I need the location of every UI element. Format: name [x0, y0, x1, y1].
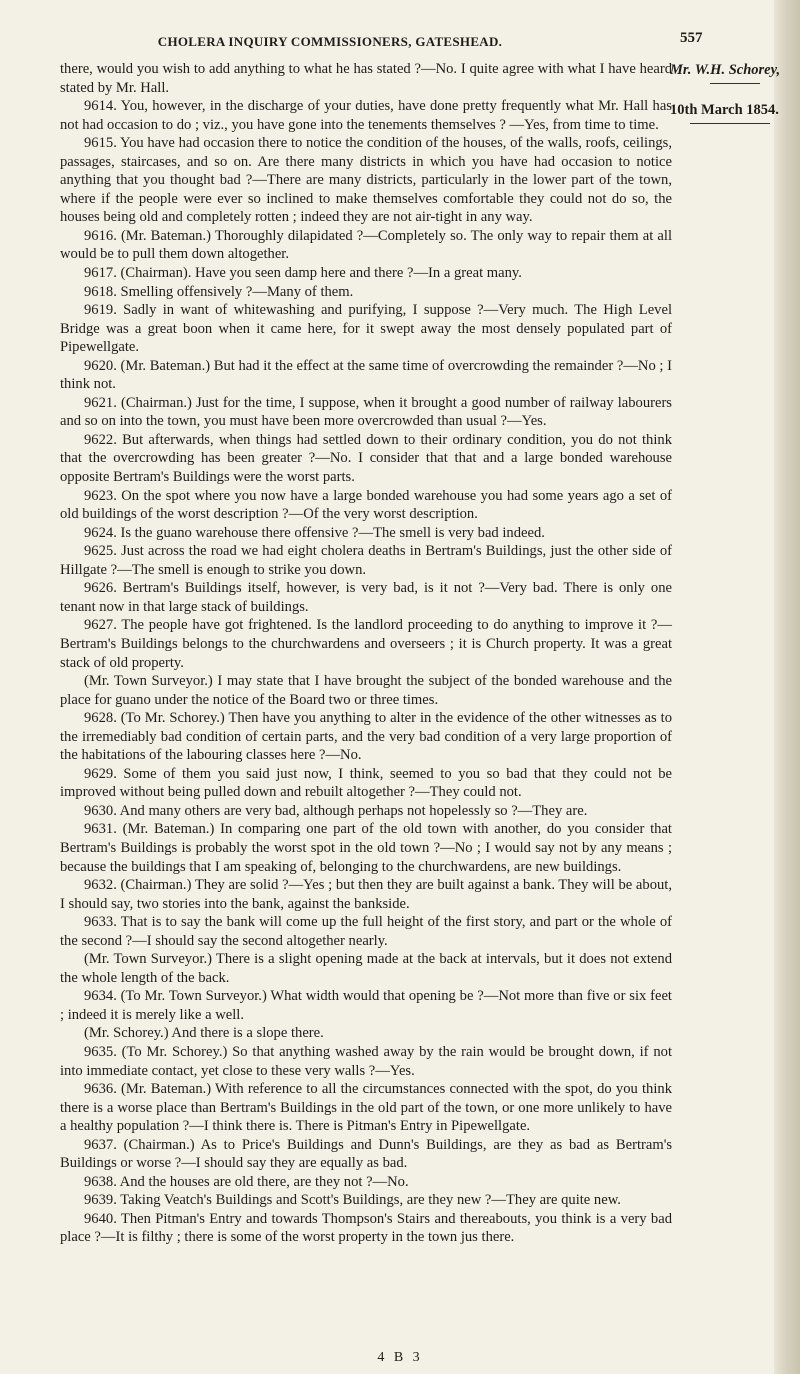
margin-date: 10th March 1854. [670, 102, 779, 118]
paragraph: 9629. Some of them you said just now, I think, seemed to you so bad that they could not be improved without being pulled down and rebuilt altogether ?—They could not. [60, 765, 672, 801]
paragraph: (Mr. Town Surveyor.) I may state that I have brought the subject of the bonded warehouse and the place for guano under the notice of the Board two or three times. [60, 673, 672, 708]
paragraph: 9640. Then Pitman's Entry and towards Thompson's Stairs and thereabouts, you think is a very bad place ?—It is filthy ; there is some of the worst property in the town jus there. [60, 1210, 672, 1246]
paragraph: (Mr. Town Surveyor.) There is a slight opening made at the back at intervals, but it does not extend the whole length of the back. [60, 951, 672, 986]
paragraph: 9616. (Mr. Bateman.) Thoroughly dilapidated ?—Completely so. The only way to repair them at all would be to pull them down altogether. [60, 227, 672, 263]
paragraph: 9638. And the houses are old there, are they not ?—No. [84, 1173, 409, 1190]
paragraph: there, would you wish to add anything to what he has stated ?—No. I quite agree with what I have heard stated by Mr. Hall. [60, 61, 672, 96]
paragraph: 9634. (To Mr. Town Surveyor.) What width would that opening be ?—Not more than five or six feet ; indeed it is merely like a well. [60, 988, 672, 1023]
paragraph: 9639. Taking Veatch's Buildings and Scott's Buildings, are they new ?—They are quite new. [84, 1192, 621, 1209]
paragraph: 9626. Bertram's Buildings itself, however, is very bad, is it not ?—Very bad. There is only one tenant now in that large stack of buildings. [60, 580, 672, 615]
paragraph: 9631. (Mr. Bateman.) In comparing one part of the old town with another, do you consider that Bertram's Buildings is probably the worst spot in the old town ?—No ; I would say not by any means ; because the buildings that I am speaking of, belonging to the churchwardens, are new buildings. [60, 821, 672, 875]
paragraph: 9621. (Chairman.) Just for the time, I suppose, when it brought a good number of railway labourers and so on into the town, you must have been more overcrowded than usual ?—Yes. [60, 394, 672, 430]
running-head: CHOLERA INQUIRY COMMISSIONERS, GATESHEAD. [157, 34, 503, 49]
page-edge-shadow [774, 0, 800, 1374]
paragraph: 9630. And many others are very bad, although perhaps not hopelessly so ?—They are. [84, 802, 588, 819]
paragraph: 9624. Is the guano warehouse there offensive ?—The smell is very bad indeed. [84, 524, 545, 541]
paragraph: 9628. (To Mr. Schorey.) Then have you anything to alter in the evidence of the other witnesses as to the irremediably bad condition of certain parts, and the very bad condition of a very large proportion of the habitations of the labouring classes here ?—No. [60, 710, 672, 764]
paragraph: 9637. (Chairman.) As to Price's Buildings and Dunn's Buildings, are they as bad as Bertram's Buildings or worse ?—I should say they are equally as bad. [60, 1136, 672, 1172]
margin-rule [690, 123, 770, 124]
paragraph: 9618. Smelling offensively ?—Many of them. [84, 283, 354, 300]
paragraph: 9615. You have had occasion there to notice the condition of the houses, of the walls, roofs, ceilings, passages, staircases, and so on. Are there many districts in which you have had occasion to notice anything that you thought bad ?—There are many districts, particularly in the lower part of the town, where if the people were ever so inclined to make themselves comfortable they could not do so, the houses being old and completely rotten ; indeed they are not air-tight in any way. [60, 135, 672, 226]
body-text [60, 60, 672, 1247]
paragraph: 9625. Just across the road we had eight cholera deaths in Bertram's Buildings, just the other side of Hillgate ?—The smell is enough to strike you down. [60, 543, 672, 578]
paragraph: 9627. The people have got frightened. Is the landlord proceeding to do anything to improve it ?—Bertram's Buildings belongs to the churchwardens and overseers ; it is Church property. It was a great stack of old property. [60, 617, 672, 671]
paragraph: 9635. (To Mr. Schorey.) So that anything washed away by the rain would be brought down, if not into immediate contact, yet close to these very walls ?—Yes. [60, 1043, 672, 1079]
paragraph: 9614. You, however, in the discharge of your duties, have done pretty frequently what Mr. Hall has not had occasion to do ; viz., you have gone into the tenements themselves ? —Yes, from time to time. [60, 98, 672, 133]
paragraph: 9633. That is to say the bank will come up the full height of the first story, and part or the whole of the second ?—I should say the second altogether nearly. [60, 914, 672, 949]
margin-rule-top [710, 83, 760, 84]
paragraph: (Mr. Schorey.) And there is a slope there. [84, 1025, 324, 1042]
paragraph: 9622. But afterwards, when things had settled down to their ordinary condition, you do not think that the overcrowding has been greater ?—No. I consider that that and a large bonded warehouse opposite Bertram's Buildings were the worst parts. [60, 431, 672, 486]
margin-witness-name: Mr. W.H. Schorey, [670, 62, 781, 78]
paragraph: 9617. (Chairman). Have you seen damp here and there ?—In a great many. [84, 265, 522, 282]
paragraph: 9636. (Mr. Bateman.) With reference to all the circumstances connected with the spot, do you think there is a worse place than Bertram's Buildings in the old part of the town, or one more unlikely to have a healthy population ?—I think there is. There is Pitman's Entry in Pipewellgate. [60, 1081, 672, 1135]
paragraph: 9632. (Chairman.) They are solid ?—Yes ; but then they are built against a bank. They will be about, I should say, two stories into the bank, against the bankside. [60, 877, 672, 912]
paragraph: 9619. Sadly in want of whitewashing and purifying, I suppose ?—Very much. The High Level Bridge was a great boon when it came here, for it swept away the most densely populated part of Pipewellgate. [60, 302, 672, 356]
printer-signature: 4 B 3 [377, 1350, 423, 1365]
paragraph: 9623. On the spot where you now have a large bonded warehouse you had some years ago a set of old buildings of the worst description ?—Of the very worst description. [60, 487, 672, 523]
page-number: 557 [680, 30, 703, 46]
paragraph: 9620. (Mr. Bateman.) But had it the effect at the same time of overcrowding the remainder ?—No ; I think not. [60, 357, 672, 393]
